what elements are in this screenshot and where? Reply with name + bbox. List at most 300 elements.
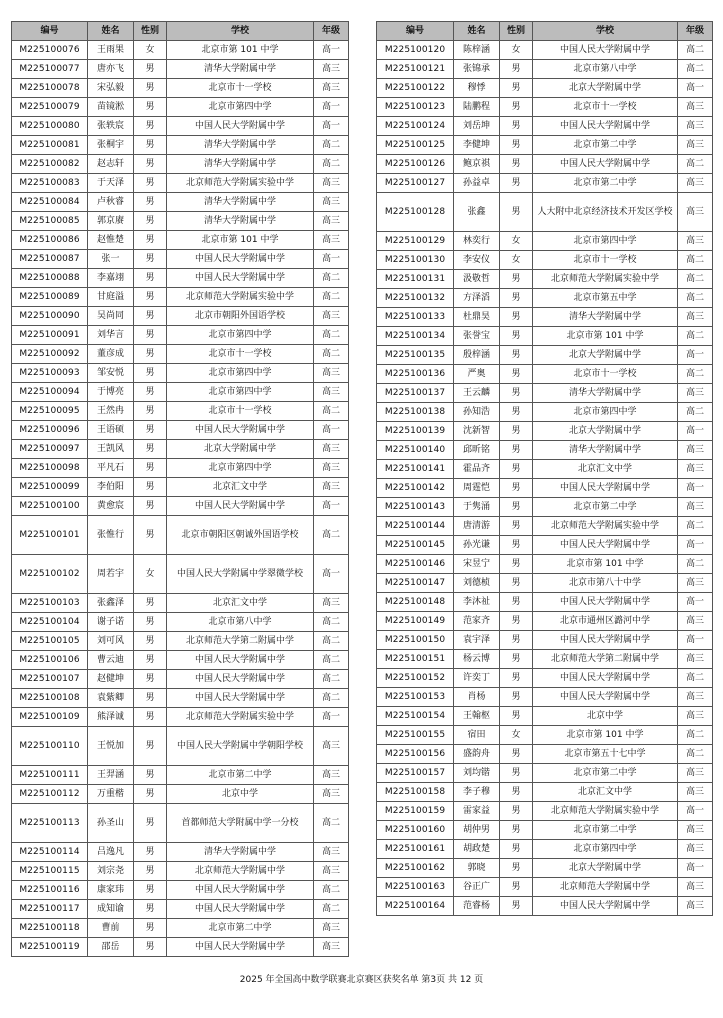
name-cell: 张一 (88, 250, 134, 269)
grade-cell: 高一 (314, 555, 349, 594)
id-cell: M225100086 (12, 231, 88, 250)
id-cell: M225100142 (377, 479, 454, 498)
gender-cell: 男 (500, 517, 533, 536)
name-cell: 王凯风 (88, 440, 134, 459)
grade-cell: 高一 (678, 593, 713, 612)
table-row (377, 574, 713, 593)
table-row (377, 859, 713, 878)
school-cell: 北京市第二中学 (533, 821, 678, 840)
name-cell: 赵惟楚 (88, 231, 134, 250)
table-row (377, 821, 713, 840)
id-cell: M225100126 (377, 155, 454, 174)
school-cell: 清华大学附属中学 (167, 155, 314, 174)
school-cell: 中国人民大学附属中学 (533, 117, 678, 136)
school-cell: 清华大学附属中学 (533, 308, 678, 327)
name-cell: 谷正广 (454, 878, 500, 897)
name-cell: 王云麟 (454, 384, 500, 403)
name-cell: 邹安悦 (88, 364, 134, 383)
grade-cell: 高一 (678, 479, 713, 498)
id-cell: M225100094 (12, 383, 88, 402)
grade-cell: 高二 (314, 326, 349, 345)
school-cell: 北京市第五中学 (533, 289, 678, 308)
id-cell: M225100093 (12, 364, 88, 383)
gender-cell: 男 (500, 98, 533, 117)
school-cell: 北京汇文中学 (533, 460, 678, 479)
grade-cell: 高一 (678, 859, 713, 878)
header-school: 学校 (167, 22, 314, 41)
gender-cell: 男 (134, 345, 167, 364)
id-cell: M225100104 (12, 613, 88, 632)
school-cell: 北京市第二中学 (533, 136, 678, 155)
school-cell: 中国人民大学附属中学 (533, 897, 678, 916)
school-cell: 北京汇文中学 (167, 478, 314, 497)
header-grade: 年级 (678, 22, 713, 41)
grade-cell: 高一 (678, 79, 713, 98)
school-cell: 北京市第 101 中学 (167, 231, 314, 250)
id-cell: M225100162 (377, 859, 454, 878)
grade-cell: 高一 (314, 497, 349, 516)
grade-cell: 高三 (314, 212, 349, 231)
gender-cell: 男 (134, 613, 167, 632)
name-cell: 王雨果 (88, 41, 134, 60)
school-cell: 清华大学附属中学 (533, 384, 678, 403)
school-cell: 清华大学附属中学 (167, 136, 314, 155)
school-cell: 北京师范大学第二附属中学 (533, 650, 678, 669)
school-cell: 北京市第 101 中学 (533, 327, 678, 346)
id-cell: M225100122 (377, 79, 454, 98)
name-cell: 邱昕铭 (454, 441, 500, 460)
grade-cell: 高一 (314, 708, 349, 727)
gender-cell: 男 (134, 174, 167, 193)
id-cell: M225100146 (377, 555, 454, 574)
name-cell: 张轶宸 (88, 117, 134, 136)
id-cell: M225100077 (12, 60, 88, 79)
grade-cell: 高三 (678, 878, 713, 897)
id-cell: M225100109 (12, 708, 88, 727)
school-cell: 中国人民大学附属中学朝阳学校 (167, 727, 314, 766)
name-cell: 刘可风 (88, 632, 134, 651)
id-cell: M225100095 (12, 402, 88, 421)
grade-cell: 高二 (678, 41, 713, 60)
grade-cell: 高一 (314, 98, 349, 117)
table-row (12, 651, 349, 670)
table-row (377, 79, 713, 98)
school-cell: 北京市第二中学 (533, 498, 678, 517)
award-table-right (376, 21, 713, 916)
grade-cell: 高二 (678, 60, 713, 79)
gender-cell: 男 (500, 403, 533, 422)
school-cell: 北京市第四中学 (533, 403, 678, 422)
gender-cell: 男 (500, 802, 533, 821)
table-row (12, 117, 349, 136)
gender-cell: 男 (500, 669, 533, 688)
school-cell: 北京师范大学附属中学 (533, 878, 678, 897)
table-row (377, 289, 713, 308)
gender-cell: 男 (500, 555, 533, 574)
id-cell: M225100092 (12, 345, 88, 364)
id-cell: M225100151 (377, 650, 454, 669)
name-cell: 于博亮 (88, 383, 134, 402)
grade-cell: 高二 (678, 270, 713, 289)
table-row (12, 155, 349, 174)
name-cell: 李安仪 (454, 251, 500, 270)
grade-cell: 高三 (678, 821, 713, 840)
table-row (12, 919, 349, 938)
table-row (12, 440, 349, 459)
table-row (377, 612, 713, 631)
school-cell: 北京市第四中学 (533, 840, 678, 859)
id-cell: M225100087 (12, 250, 88, 269)
name-cell: 王羿涵 (88, 766, 134, 785)
id-cell: M225100155 (377, 726, 454, 745)
id-cell: M225100089 (12, 288, 88, 307)
table-row (12, 613, 349, 632)
gender-cell: 男 (500, 612, 533, 631)
table-row (377, 251, 713, 270)
table-row (377, 764, 713, 783)
table-row (12, 60, 349, 79)
gender-cell: 男 (134, 364, 167, 383)
grade-cell: 高二 (314, 402, 349, 421)
grade-cell: 高一 (314, 250, 349, 269)
gender-cell: 男 (500, 308, 533, 327)
id-cell: M225100131 (377, 270, 454, 289)
school-cell: 清华大学附属中学 (533, 441, 678, 460)
name-cell: 张鑫泽 (88, 594, 134, 613)
school-cell: 北京市十一学校 (533, 365, 678, 384)
id-cell: M225100164 (377, 897, 454, 916)
name-cell: 张誉宝 (454, 327, 500, 346)
grade-cell: 高三 (314, 440, 349, 459)
gender-cell: 男 (500, 327, 533, 346)
table-row (12, 689, 349, 708)
table-row (12, 594, 349, 613)
school-cell: 清华大学附属中学 (167, 843, 314, 862)
id-cell: M225100145 (377, 536, 454, 555)
table-row (12, 478, 349, 497)
grade-cell: 高三 (678, 783, 713, 802)
gender-cell: 男 (500, 422, 533, 441)
gender-cell: 男 (134, 862, 167, 881)
name-cell: 方泽滔 (454, 289, 500, 308)
school-cell: 中国人民大学附属中学 (533, 688, 678, 707)
name-cell: 于天泽 (88, 174, 134, 193)
gender-cell: 男 (500, 840, 533, 859)
id-cell: M225100083 (12, 174, 88, 193)
gender-cell: 男 (500, 136, 533, 155)
table-row (377, 308, 713, 327)
id-cell: M225100112 (12, 785, 88, 804)
id-cell: M225100107 (12, 670, 88, 689)
table-row (377, 688, 713, 707)
name-cell: 刘华言 (88, 326, 134, 345)
gender-cell: 男 (134, 689, 167, 708)
grade-cell: 高一 (678, 631, 713, 650)
gender-cell: 男 (500, 289, 533, 308)
table-row (12, 421, 349, 440)
grade-cell: 高三 (678, 384, 713, 403)
table-row (12, 364, 349, 383)
grade-cell: 高三 (678, 98, 713, 117)
table-row (377, 174, 713, 193)
name-cell: 范睿杨 (454, 897, 500, 916)
school-cell: 北京市十一学校 (167, 345, 314, 364)
id-cell: M225100106 (12, 651, 88, 670)
grade-cell: 高二 (678, 517, 713, 536)
school-cell: 北京市朝阳区朝诚外国语学校 (167, 516, 314, 555)
table-row (377, 498, 713, 517)
name-cell: 汲敬哲 (454, 270, 500, 289)
id-cell: M225100076 (12, 41, 88, 60)
name-cell: 孙益卓 (454, 174, 500, 193)
gender-cell: 男 (500, 441, 533, 460)
name-cell: 胡政楚 (454, 840, 500, 859)
name-cell: 杜鼎昊 (454, 308, 500, 327)
school-cell: 北京市十一学校 (533, 251, 678, 270)
school-cell: 北京大学附属中学 (533, 422, 678, 441)
table-row (377, 441, 713, 460)
name-cell: 李健坤 (454, 136, 500, 155)
gender-cell: 男 (134, 440, 167, 459)
grade-cell: 高三 (314, 174, 349, 193)
grade-cell: 高一 (314, 421, 349, 440)
school-cell: 北京市第四中学 (533, 232, 678, 251)
gender-cell: 男 (134, 79, 167, 98)
table-row (12, 670, 349, 689)
grade-cell: 高三 (678, 308, 713, 327)
school-cell: 中国人民大学附属中学 (533, 536, 678, 555)
id-cell: M225100101 (12, 516, 88, 555)
gender-cell: 男 (134, 231, 167, 250)
id-cell: M225100078 (12, 79, 88, 98)
gender-cell: 男 (134, 117, 167, 136)
gender-cell: 男 (134, 766, 167, 785)
name-cell: 王悦加 (88, 727, 134, 766)
table-row (377, 707, 713, 726)
name-cell: 刘宗尧 (88, 862, 134, 881)
id-cell: M225100084 (12, 193, 88, 212)
table-row (12, 881, 349, 900)
header-name: 姓名 (88, 22, 134, 41)
table-row (12, 250, 349, 269)
gender-cell: 男 (500, 707, 533, 726)
gender-cell: 男 (134, 516, 167, 555)
id-cell: M225100110 (12, 727, 88, 766)
table-row (377, 783, 713, 802)
id-cell: M225100156 (377, 745, 454, 764)
name-cell: 杨云博 (454, 650, 500, 669)
gender-cell: 男 (134, 632, 167, 651)
table-row (377, 270, 713, 289)
table-row (12, 459, 349, 478)
table-row (12, 307, 349, 326)
grade-cell: 高二 (314, 804, 349, 843)
name-cell: 许奕丁 (454, 669, 500, 688)
id-cell: M225100120 (377, 41, 454, 60)
gender-cell: 男 (134, 919, 167, 938)
name-cell: 鲍京祺 (454, 155, 500, 174)
grade-cell: 高二 (678, 155, 713, 174)
id-cell: M225100133 (377, 308, 454, 327)
school-cell: 中国人民大学附属中学 (533, 479, 678, 498)
gender-cell: 男 (134, 881, 167, 900)
name-cell: 霍品齐 (454, 460, 500, 479)
gender-cell: 男 (500, 270, 533, 289)
id-cell: M225100152 (377, 669, 454, 688)
school-cell: 北京市第二中学 (167, 766, 314, 785)
grade-cell: 高二 (678, 403, 713, 422)
grade-cell: 高二 (678, 669, 713, 688)
grade-cell: 高一 (678, 802, 713, 821)
name-cell: 于隽涌 (454, 498, 500, 517)
grade-cell: 高二 (314, 155, 349, 174)
name-cell: 郭京赓 (88, 212, 134, 231)
gender-cell: 男 (500, 764, 533, 783)
school-cell: 北京大学附属中学 (533, 79, 678, 98)
school-cell: 人大附中北京经济技术开发区学校 (533, 193, 678, 232)
school-cell: 中国人民大学附属中学 (533, 593, 678, 612)
id-cell: M225100108 (12, 689, 88, 708)
grade-cell: 高三 (314, 727, 349, 766)
grade-cell: 高三 (314, 383, 349, 402)
id-cell: M225100090 (12, 307, 88, 326)
table-row (377, 403, 713, 422)
school-cell: 中国人民大学附属中学 (167, 689, 314, 708)
name-cell: 李沐祉 (454, 593, 500, 612)
gender-cell: 男 (500, 60, 533, 79)
id-cell: M225100127 (377, 174, 454, 193)
school-cell: 中国人民大学附属中学翠微学校 (167, 555, 314, 594)
grade-cell: 高一 (678, 346, 713, 365)
id-cell: M225100117 (12, 900, 88, 919)
table-row (12, 41, 349, 60)
table-row (12, 326, 349, 345)
school-cell: 北京市十一学校 (167, 402, 314, 421)
id-cell: M225100143 (377, 498, 454, 517)
id-cell: M225100085 (12, 212, 88, 231)
name-cell: 胡仲男 (454, 821, 500, 840)
name-cell: 刘岳坤 (454, 117, 500, 136)
school-cell: 北京市第二中学 (167, 919, 314, 938)
id-cell: M225100088 (12, 269, 88, 288)
school-cell: 北京大学附属中学 (533, 859, 678, 878)
table-row (377, 41, 713, 60)
id-cell: M225100148 (377, 593, 454, 612)
id-cell: M225100114 (12, 843, 88, 862)
grade-cell: 高三 (678, 897, 713, 916)
name-cell: 李子穆 (454, 783, 500, 802)
id-cell: M225100124 (377, 117, 454, 136)
name-cell: 吴尚同 (88, 307, 134, 326)
table-row (377, 365, 713, 384)
table-row (12, 402, 349, 421)
id-cell: M225100139 (377, 422, 454, 441)
table-row (377, 422, 713, 441)
name-cell: 宋昱宁 (454, 555, 500, 574)
gender-cell: 男 (134, 785, 167, 804)
id-cell: M225100105 (12, 632, 88, 651)
page-footer: 2025 年全国高中数学联赛北京赛区获奖名单 第3页 共 12 页 (239, 975, 484, 985)
table-row (12, 632, 349, 651)
school-cell: 北京市第四中学 (167, 364, 314, 383)
gender-cell: 男 (134, 60, 167, 79)
id-cell: M225100099 (12, 478, 88, 497)
id-cell: M225100091 (12, 326, 88, 345)
id-cell: M225100080 (12, 117, 88, 136)
gender-cell: 男 (500, 688, 533, 707)
table-row (12, 900, 349, 919)
id-cell: M225100161 (377, 840, 454, 859)
table-row (12, 708, 349, 727)
school-cell: 北京市第四中学 (167, 383, 314, 402)
gender-cell: 男 (134, 478, 167, 497)
grade-cell: 高三 (314, 79, 349, 98)
gender-cell: 男 (134, 651, 167, 670)
school-cell: 北京汇文中学 (167, 594, 314, 613)
table-row (377, 536, 713, 555)
gender-cell: 男 (500, 631, 533, 650)
header-gender: 性别 (134, 22, 167, 41)
school-cell: 北京市十一学校 (533, 98, 678, 117)
id-cell: M225100111 (12, 766, 88, 785)
school-cell: 北京市第二中学 (533, 764, 678, 783)
school-cell: 清华大学附属中学 (167, 60, 314, 79)
header-id: 编号 (377, 22, 454, 41)
name-cell: 张桐宇 (88, 136, 134, 155)
school-cell: 北京市第四中学 (167, 326, 314, 345)
id-cell: M225100116 (12, 881, 88, 900)
id-cell: M225100136 (377, 365, 454, 384)
name-cell: 郭晓 (454, 859, 500, 878)
table-row (377, 650, 713, 669)
id-cell: M225100098 (12, 459, 88, 478)
gender-cell: 男 (134, 250, 167, 269)
name-cell: 刘德桢 (454, 574, 500, 593)
grade-cell: 高二 (314, 689, 349, 708)
name-cell: 孙知浩 (454, 403, 500, 422)
name-cell: 吕逸凡 (88, 843, 134, 862)
gender-cell: 男 (134, 193, 167, 212)
grade-cell: 高二 (678, 745, 713, 764)
id-cell: M225100115 (12, 862, 88, 881)
id-cell: M225100140 (377, 441, 454, 460)
table-row (377, 726, 713, 745)
table-row (12, 804, 349, 843)
grade-cell: 高二 (678, 726, 713, 745)
school-cell: 中国人民大学附属中学 (167, 421, 314, 440)
name-cell: 平凡石 (88, 459, 134, 478)
gender-cell: 男 (134, 594, 167, 613)
gender-cell: 男 (134, 402, 167, 421)
gender-cell: 男 (134, 938, 167, 957)
grade-cell: 高三 (314, 919, 349, 938)
gender-cell: 男 (500, 897, 533, 916)
gender-cell: 男 (134, 900, 167, 919)
grade-cell: 高一 (678, 536, 713, 555)
gender-cell: 男 (500, 650, 533, 669)
gender-cell: 男 (134, 727, 167, 766)
grade-cell: 高三 (314, 594, 349, 613)
table-row (377, 384, 713, 403)
grade-cell: 高三 (314, 862, 349, 881)
gender-cell: 男 (134, 155, 167, 174)
gender-cell: 男 (500, 859, 533, 878)
table-header-row (12, 22, 349, 41)
table-row (12, 843, 349, 862)
gender-cell: 男 (134, 459, 167, 478)
school-cell: 北京市第 101 中学 (533, 726, 678, 745)
school-cell: 北京师范大学附属实验中学 (167, 708, 314, 727)
